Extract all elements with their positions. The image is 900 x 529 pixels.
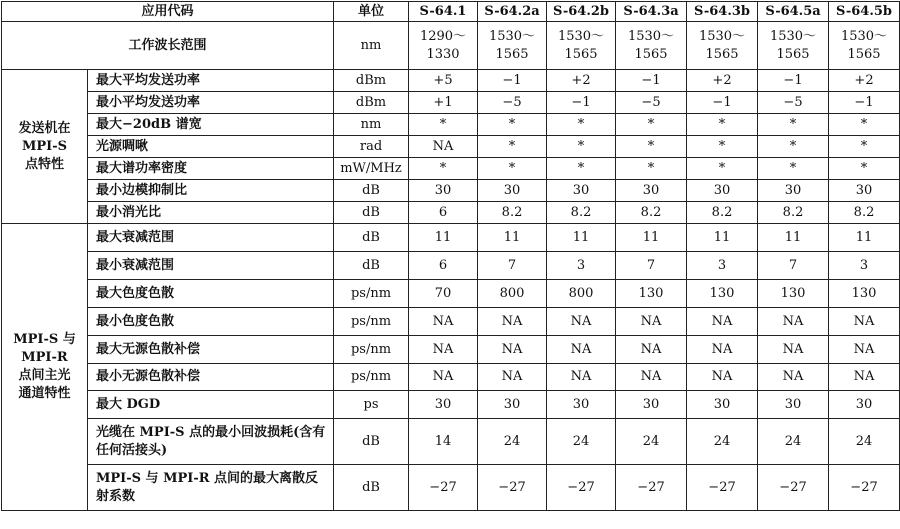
header-code: S-64.5b — [829, 2, 900, 22]
parameter-value: * — [547, 158, 616, 180]
parameter-value: −1 — [829, 92, 900, 114]
parameter-value: −5 — [758, 92, 829, 114]
parameter-unit: dB — [334, 252, 409, 280]
parameter-value: −5 — [616, 92, 687, 114]
parameter-value: NA — [829, 336, 900, 364]
parameter-unit: ps/nm — [334, 364, 409, 391]
parameter-value: +2 — [687, 70, 758, 92]
parameter-value: 8.2 — [616, 202, 687, 224]
parameter-label: 最小边模抑制比 — [88, 180, 334, 202]
parameter-value: 30 — [547, 391, 616, 419]
group-label-line: MPI-S — [21, 138, 68, 154]
header-code: S-64.1 — [409, 2, 478, 22]
header-code: S-64.2b — [547, 2, 616, 22]
parameter-unit: dB — [334, 180, 409, 202]
parameter-value: 24 — [616, 419, 687, 465]
parameter-value: 30 — [547, 180, 616, 202]
parameter-unit: dBm — [334, 92, 409, 114]
header-code: S-64.3a — [616, 2, 687, 22]
parameter-value: 11 — [616, 224, 687, 252]
parameter-value: 8.2 — [829, 202, 900, 224]
parameter-label: 最大谱功率密度 — [88, 158, 334, 180]
parameter-value: 800 — [547, 280, 616, 308]
parameter-value: 24 — [547, 419, 616, 465]
parameter-value: NA — [478, 364, 547, 391]
parameter-value: 7 — [758, 252, 829, 280]
parameter-value: 130 — [616, 280, 687, 308]
parameter-value: NA — [687, 364, 758, 391]
parameter-value: 30 — [616, 391, 687, 419]
parameter-value: * — [409, 158, 478, 180]
parameter-value: 800 — [478, 280, 547, 308]
parameter-value: * — [758, 136, 829, 158]
parameter-value: +2 — [829, 70, 900, 92]
parameter-unit: ps/nm — [334, 280, 409, 308]
parameter-value: * — [687, 158, 758, 180]
parameter-label: 最小色度色散 — [88, 308, 334, 336]
parameter-label: 最大衰减范围 — [88, 224, 334, 252]
spec-row — [2, 158, 900, 180]
parameter-value: * — [616, 158, 687, 180]
parameter-value: NA — [829, 308, 900, 336]
parameter-unit: rad — [334, 136, 409, 158]
group-label-line: MPI-R — [21, 350, 68, 365]
parameter-value: −5 — [478, 92, 547, 114]
parameter-unit: dB — [334, 224, 409, 252]
spec-table — [1, 1, 900, 511]
wavelength-row — [2, 22, 900, 70]
parameter-value: NA — [409, 336, 478, 364]
wavelength-value: 1530～ 1565 — [478, 22, 547, 70]
parameter-unit: dBm — [334, 70, 409, 92]
parameter-unit: dB — [334, 465, 409, 511]
parameter-value: NA — [409, 308, 478, 336]
parameter-value: −1 — [687, 92, 758, 114]
parameter-value: −27 — [616, 465, 687, 511]
group-label — [2, 70, 88, 224]
parameter-value: −27 — [687, 465, 758, 511]
parameter-value: −1 — [547, 92, 616, 114]
group-label-line: 通道特性 — [18, 386, 71, 401]
wavelength-unit: nm — [334, 22, 409, 70]
parameter-value: NA — [758, 336, 829, 364]
parameter-value: NA — [409, 364, 478, 391]
spec-row — [2, 308, 900, 336]
parameter-value: 7 — [478, 252, 547, 280]
parameter-value: 130 — [758, 280, 829, 308]
parameter-value: −27 — [829, 465, 900, 511]
parameter-value: NA — [687, 336, 758, 364]
parameter-value: NA — [547, 308, 616, 336]
spec-row — [2, 391, 900, 419]
parameter-value: * — [758, 158, 829, 180]
parameter-value: 30 — [478, 391, 547, 419]
spec-table-body — [2, 2, 900, 511]
parameter-value: 70 — [409, 280, 478, 308]
parameter-label: 光缆在 MPI-S 点的最小回波损耗(含有任何活接头) — [88, 419, 334, 465]
parameter-value: * — [687, 136, 758, 158]
parameter-value: * — [547, 136, 616, 158]
parameter-value: 30 — [687, 180, 758, 202]
parameter-label: 最大−20dB 谱宽 — [88, 114, 334, 136]
parameter-value: −27 — [409, 465, 478, 511]
parameter-value: * — [829, 114, 900, 136]
parameter-label: 最小消光比 — [88, 202, 334, 224]
parameter-value: NA — [409, 136, 478, 158]
spec-row — [2, 280, 900, 308]
parameter-value: 24 — [478, 419, 547, 465]
parameter-value: −27 — [478, 465, 547, 511]
parameter-value: * — [478, 136, 547, 158]
header-app-code: 应用代码 — [2, 2, 334, 22]
parameter-value: 24 — [758, 419, 829, 465]
parameter-label: 最小平均发送功率 — [88, 92, 334, 114]
group-label-line: 点间主光 — [18, 368, 71, 383]
spec-row — [2, 114, 900, 136]
parameter-value: 130 — [829, 280, 900, 308]
parameter-unit: ps/nm — [334, 336, 409, 364]
header-unit: 单位 — [334, 2, 409, 22]
parameter-unit: dB — [334, 202, 409, 224]
parameter-value: +5 — [409, 70, 478, 92]
parameter-value: 11 — [687, 224, 758, 252]
spec-row — [2, 336, 900, 364]
parameter-unit: ps/nm — [334, 308, 409, 336]
parameter-value: * — [687, 114, 758, 136]
parameter-value: 30 — [409, 180, 478, 202]
spec-row — [2, 252, 900, 280]
parameter-value: 30 — [409, 391, 478, 419]
parameter-value: 7 — [616, 252, 687, 280]
parameter-label: 光源啁啾 — [88, 136, 334, 158]
parameter-unit: mW/MHz — [334, 158, 409, 180]
parameter-value: 11 — [478, 224, 547, 252]
parameter-value: 11 — [758, 224, 829, 252]
parameter-label: 最大色度色散 — [88, 280, 334, 308]
parameter-value: 3 — [829, 252, 900, 280]
parameter-value: NA — [478, 336, 547, 364]
parameter-value: NA — [687, 308, 758, 336]
parameter-value: −1 — [758, 70, 829, 92]
parameter-value: 14 — [409, 419, 478, 465]
parameter-label: 最小衰减范围 — [88, 252, 334, 280]
parameter-value: 11 — [409, 224, 478, 252]
parameter-unit: ps — [334, 391, 409, 419]
spec-row — [2, 224, 900, 252]
parameter-value: +2 — [547, 70, 616, 92]
parameter-value: 30 — [687, 391, 758, 419]
parameter-value: 30 — [758, 391, 829, 419]
parameter-value: 30 — [829, 391, 900, 419]
wavelength-value: 1530～ 1565 — [616, 22, 687, 70]
parameter-value: 6 — [409, 252, 478, 280]
header-code: S-64.3b — [687, 2, 758, 22]
parameter-value: * — [616, 136, 687, 158]
header-code: S-64.2a — [478, 2, 547, 22]
parameter-value: 11 — [547, 224, 616, 252]
parameter-value: 130 — [687, 280, 758, 308]
spec-row — [2, 70, 900, 92]
parameter-value: * — [829, 136, 900, 158]
spec-row — [2, 364, 900, 391]
parameter-value: NA — [547, 336, 616, 364]
header-code: S-64.5a — [758, 2, 829, 22]
parameter-value: 24 — [829, 419, 900, 465]
group-label-line: MPI-S 与 — [13, 332, 76, 347]
parameter-label: 最大平均发送功率 — [88, 70, 334, 92]
wavelength-value: 1290～ 1330 — [409, 22, 478, 70]
parameter-value: 30 — [829, 180, 900, 202]
parameter-value: * — [478, 114, 547, 136]
parameter-value: 30 — [616, 180, 687, 202]
parameter-value: 8.2 — [687, 202, 758, 224]
spec-row — [2, 202, 900, 224]
parameter-label: 最小无源色散补偿 — [88, 364, 334, 391]
group-label-line: 发送机在 — [18, 120, 71, 136]
wavelength-value: 1530～ 1565 — [687, 22, 758, 70]
spec-row — [2, 419, 900, 465]
wavelength-value: 1530～ 1565 — [758, 22, 829, 70]
parameter-value: NA — [829, 364, 900, 391]
parameter-label: 最大无源色散补偿 — [88, 336, 334, 364]
parameter-value: 24 — [687, 419, 758, 465]
group-label-line: 点特性 — [24, 156, 64, 172]
parameter-value: * — [616, 114, 687, 136]
group-label — [2, 224, 88, 511]
parameter-value: NA — [616, 336, 687, 364]
parameter-value: 6 — [409, 202, 478, 224]
parameter-value: −1 — [478, 70, 547, 92]
parameter-value: 3 — [547, 252, 616, 280]
spec-row — [2, 92, 900, 114]
parameter-unit: dB — [334, 419, 409, 465]
parameter-value: NA — [758, 308, 829, 336]
parameter-value: −27 — [547, 465, 616, 511]
parameter-value: NA — [616, 308, 687, 336]
parameter-value: 11 — [829, 224, 900, 252]
wavelength-value: 1530～ 1565 — [829, 22, 900, 70]
parameter-value: 8.2 — [478, 202, 547, 224]
parameter-value: −27 — [758, 465, 829, 511]
parameter-value: 8.2 — [758, 202, 829, 224]
parameter-value: NA — [547, 364, 616, 391]
parameter-label: MPI-S 与 MPI-R 点间的最大离散反射系数 — [88, 465, 334, 511]
parameter-unit: nm — [334, 114, 409, 136]
parameter-value: 3 — [687, 252, 758, 280]
parameter-value: NA — [616, 364, 687, 391]
parameter-value: NA — [478, 308, 547, 336]
parameter-label: 最大 DGD — [88, 391, 334, 419]
parameter-value: * — [829, 158, 900, 180]
parameter-value: * — [758, 114, 829, 136]
spec-row — [2, 180, 900, 202]
wavelength-label: 工作波长范围 — [2, 22, 334, 70]
spec-row — [2, 136, 900, 158]
spec-row — [2, 465, 900, 511]
parameter-value: −1 — [616, 70, 687, 92]
parameter-value: * — [478, 158, 547, 180]
parameter-value: * — [547, 114, 616, 136]
parameter-value: +1 — [409, 92, 478, 114]
parameter-value: 30 — [478, 180, 547, 202]
parameter-value: NA — [758, 364, 829, 391]
parameter-value: * — [409, 114, 478, 136]
header-row — [2, 2, 900, 22]
parameter-value: 30 — [758, 180, 829, 202]
parameter-value: 8.2 — [547, 202, 616, 224]
wavelength-value: 1530～ 1565 — [547, 22, 616, 70]
